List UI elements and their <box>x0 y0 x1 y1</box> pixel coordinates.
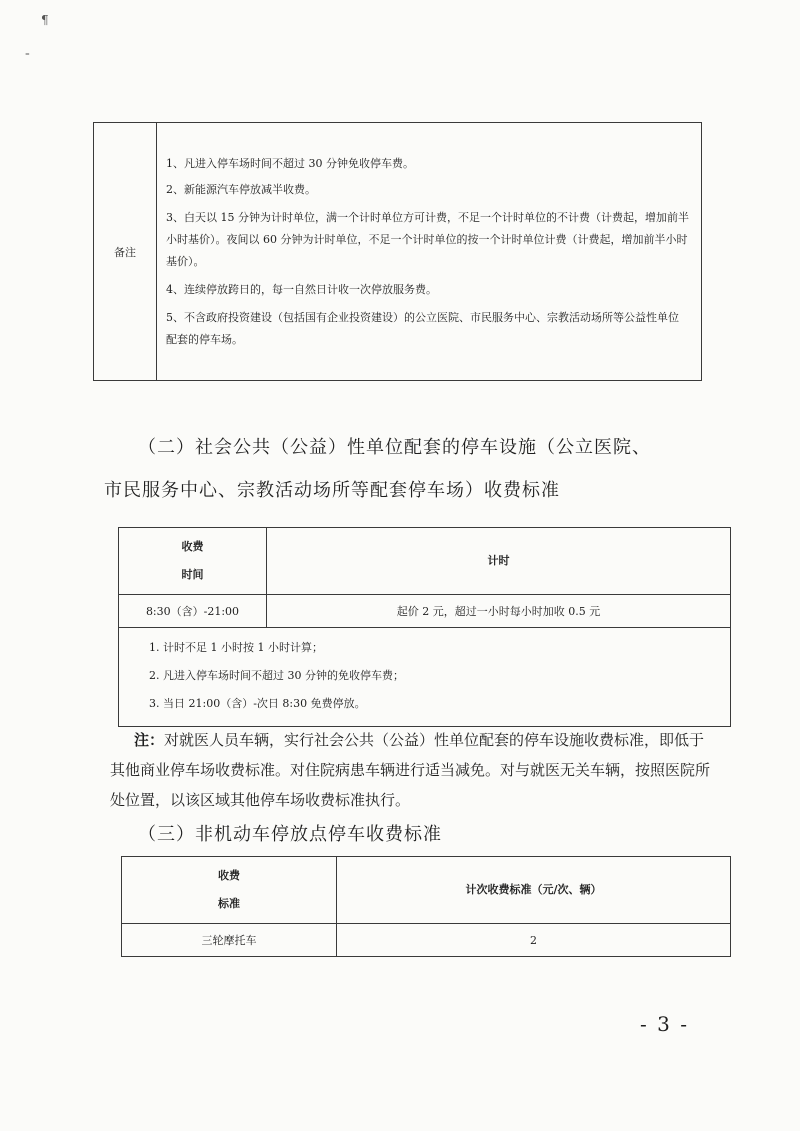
section2-heading-line1: （二）社会公共（公益）性单位配套的停车设施（公立医院、 <box>138 437 651 458</box>
remark-item: 1、凡进入停车场时间不超过 30 分钟免收停车费。 <box>166 156 414 170</box>
page-number: - 3 - <box>640 1012 689 1036</box>
section3-heading: （三）非机动车停放点停车收费标准 <box>138 824 442 845</box>
table3-header-left-line1: 收费 <box>218 869 240 882</box>
table3-header-right: 计次收费标准（元/次、辆） <box>337 857 731 924</box>
scan-mark-top: ¶ <box>41 13 49 27</box>
table3-fee-cell: 2 <box>337 924 731 957</box>
table3-vehicle-cell: 三轮摩托车 <box>122 924 337 957</box>
table2-price-cell: 起价 2 元，超过一小时每小时加收 0.5 元 <box>267 595 731 628</box>
remarks-content <box>157 123 702 381</box>
section2-heading-line2: 市民服务中心、宗教活动场所等配套停车场）收费标准 <box>104 480 560 501</box>
table3-header-left <box>122 857 337 924</box>
table3-header-left-line2: 标准 <box>218 897 240 910</box>
remark-item: 2、新能源汽车停放减半收费。 <box>166 182 316 196</box>
table2-notes <box>119 628 731 727</box>
table2-note-item: 3. 当日 21:00（含）-次日 8:30 免费停放。 <box>149 697 366 710</box>
note-text: 对就医人员车辆，实行社会公共（公益）性单位配套的停车设施收费标准，即低于其他商业停车场收费标准。对住院病患车辆进行适当减免。对与就医无关车辆，按照医院所处位置，以该区域其他停车场收费标准执行。 <box>110 731 711 809</box>
scan-mark-side: ⁼ <box>25 51 30 61</box>
table2-note-item: 1. 计时不足 1 小时按 1 小时计算； <box>149 641 323 654</box>
table2-header-left-line2: 时间 <box>181 568 204 581</box>
public-parking-fee-table <box>118 527 731 727</box>
table2-header-left-line1: 收费 <box>181 540 204 553</box>
remarks-table <box>93 122 702 381</box>
remark-item: 5、不含政府投资建设（包括国有企业投资建设）的公立医院、市民服务中心、宗教活动场所等公益性单位配套的停车场。 <box>166 310 679 346</box>
table2-note-item: 2. 凡进入停车场时间不超过 30 分钟的免收停车费； <box>149 669 404 682</box>
medical-vehicle-note <box>110 725 710 815</box>
remark-item: 4、连续停放跨日的，每一自然日计收一次停放服务费。 <box>166 282 437 296</box>
non-motor-fee-table <box>121 856 731 957</box>
table2-header-right: 计时 <box>267 528 731 595</box>
remarks-label: 备注 <box>94 123 157 381</box>
table2-header-left <box>119 528 267 595</box>
table2-time-cell: 8:30（含）-21:00 <box>119 595 267 628</box>
remark-item: 3、白天以 15 分钟为计时单位，满一个计时单位方可计费，不足一个计时单位的不计费（计费起，增加前半小时基价）。夜间以 60 分钟为计时单位，不足一个计时单位的按一个计时单位计费（计费起，增加前半小时基价）。 <box>166 210 689 268</box>
note-prefix: 注： <box>134 731 165 749</box>
